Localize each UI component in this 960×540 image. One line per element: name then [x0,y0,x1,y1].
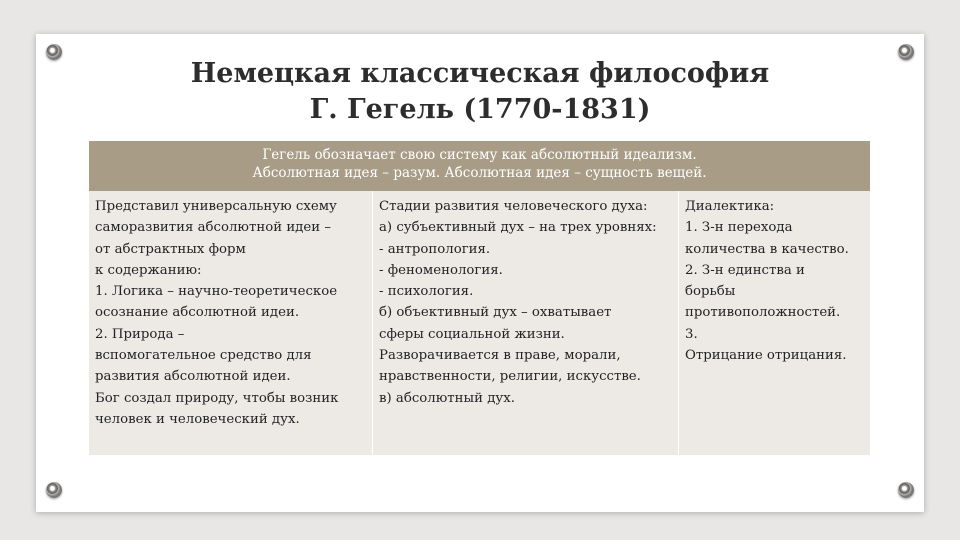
title-line-2: Г. Гегель (1770-1831) [309,94,651,125]
header-line-2: Абсолютная идея – разум. Абсолютная идея – сущность вещей. [252,165,707,181]
slide [36,34,924,512]
column-idea-scheme: Представил универсальную схему саморазвития абсолютной идеи – от абстрактных форм к содержанию: 1. Логика – научно-теоретическое осознание абсолютной идеи. 2. Природа – вспомогательное средство для развития абсолютной идеи. Бог создал природу, чтобы возник человек и человеческий дух. [89,191,373,455]
column-spirit-stages: Стадии развития человеческого духа: а) субъективный дух – на трех уровнях: - антропология. - феноменология. - психология. б) объективный дух – охватывает сферы социальной жизни. Разворачивается в праве, морали, нравственности, религии, искусстве. в) абсолютный дух. [373,191,679,455]
header-line-1: Гегель обозначает свою систему как абсолютный идеализм. [262,147,697,163]
title-line-1: Немецкая классическая философия [190,58,770,89]
slide-title [36,56,924,128]
column-dialectics: Диалектика: 1. З-н перехода количества в качество. 2. З-н единства и борьбы противоположностей. 3. Отрицание отрицания. [679,191,870,455]
table-header [89,141,870,191]
table-body [89,191,870,455]
pin-icon [898,482,914,498]
pin-icon [46,482,62,498]
